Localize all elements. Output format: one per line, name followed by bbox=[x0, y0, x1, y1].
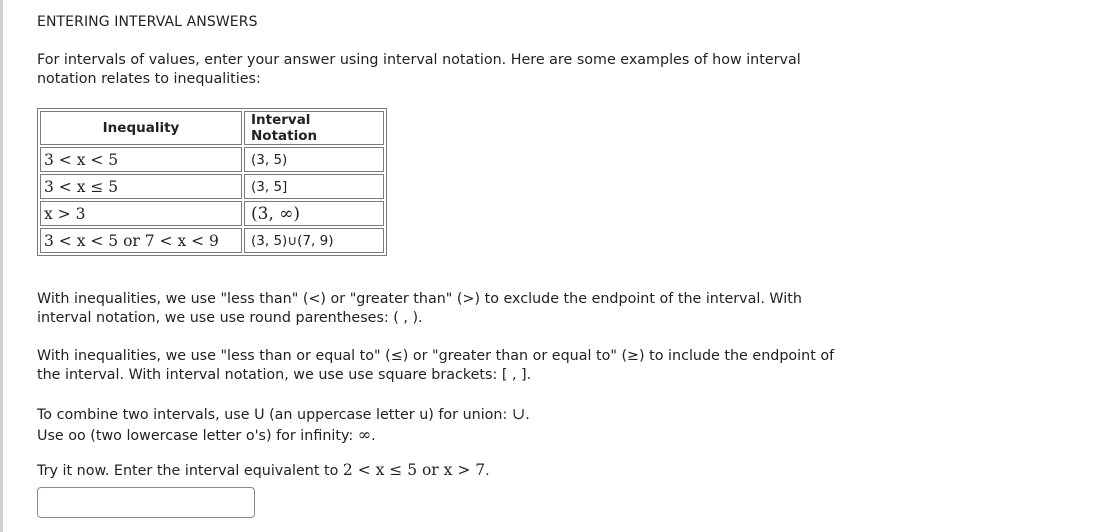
interval-cell: (3, ∞) bbox=[244, 201, 384, 226]
header-inequality: Inequality bbox=[40, 111, 242, 145]
exclusive-endpoint-paragraph: With inequalities, we use "less than" (<) or "greater than" (>) to exclude the endpoint of the interval. With interval notation, we use use round parentheses: ( , ). bbox=[37, 291, 802, 326]
left-border bbox=[0, 0, 3, 532]
infinity-instruction: Use oo (two lowercase letter o's) for infinity: bbox=[37, 428, 358, 444]
union-infinity-paragraph bbox=[37, 404, 837, 446]
union-symbol: ∪ bbox=[511, 404, 526, 423]
interval-cell: (3, 5) bbox=[244, 147, 384, 172]
union-period: . bbox=[525, 407, 530, 423]
inclusive-endpoint-paragraph: With inequalities, we use "less than or equal to" (≤) or "greater than or equal to" (≥) to include the endpoint of the interval. With interval notation, we use use square brackets: [ , ]. bbox=[37, 348, 835, 383]
intro-paragraph: For intervals of values, enter your answer using interval notation. Here are some examples of how interval notation relates to inequalities: bbox=[37, 52, 801, 87]
examples-table bbox=[37, 108, 387, 256]
table-row bbox=[40, 174, 384, 199]
infinity-period: . bbox=[371, 428, 376, 444]
interval-cell: (3, 5)∪(7, 9) bbox=[244, 228, 384, 253]
try-it-paragraph bbox=[37, 461, 837, 481]
section-heading: ENTERING INTERVAL ANSWERS bbox=[37, 14, 258, 30]
inequality-cell: 3 < x < 5 bbox=[40, 147, 242, 172]
inequality-cell: 3 < x < 5 or 7 < x < 9 bbox=[40, 228, 242, 253]
try-instruction: Try it now. Enter the interval equivalent to bbox=[37, 463, 343, 479]
table-row bbox=[40, 228, 384, 253]
interval-cell: (3, 5] bbox=[244, 174, 384, 199]
inequality-cell: 3 < x ≤ 5 bbox=[40, 174, 242, 199]
table-row bbox=[40, 147, 384, 172]
inequality-cell: x > 3 bbox=[40, 201, 242, 226]
infinity-symbol: ∞ bbox=[357, 425, 372, 444]
table-header-row bbox=[40, 111, 384, 145]
table-row bbox=[40, 201, 384, 226]
try-expression: 2 < x ≤ 5 or x > 7 bbox=[342, 461, 486, 479]
header-interval-notation: Interval Notation bbox=[244, 111, 384, 145]
try-period: . bbox=[485, 463, 490, 479]
answer-input[interactable] bbox=[37, 487, 255, 518]
union-instruction: To combine two intervals, use U (an uppercase letter u) for union: bbox=[37, 407, 512, 423]
